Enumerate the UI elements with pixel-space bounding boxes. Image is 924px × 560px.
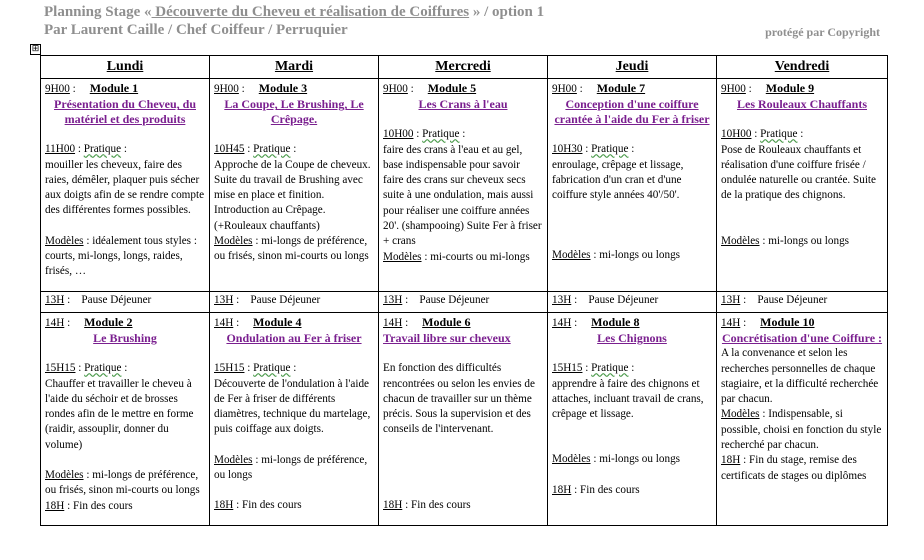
models-line: Modèles : mi-longs de préférence, ou frisés, sinon mi-courts ou longs (45, 469, 200, 497)
cell-jeudi-afternoon (548, 313, 717, 526)
module-header: 14H : Module 4 (214, 315, 302, 329)
cell-vendredi-afternoon (717, 313, 888, 526)
module-description: mouiller les cheveux, faire des raies, démêler, plaquer puis sécher aux doigts afin de se rendre compte des différentes formes possibles. (45, 158, 205, 217)
module-description: apprendre à faire des chignons et attaches, incluant travail de crans, crêpage et lissage. (552, 377, 704, 421)
module-title: Ondulation au Fer à friser (226, 331, 362, 346)
module-title: Les Crans à l'eau (418, 97, 508, 112)
module-header: 14H : Module 8 (552, 315, 640, 329)
title-prefix: Planning Stage « (44, 4, 152, 20)
cell-vendredi-morning (717, 79, 888, 292)
lunch-cell: 13H : Pause Déjeuner (379, 292, 548, 313)
module-title: Présentation du Cheveu, du matériel et des produits (53, 97, 196, 127)
module-description: Découverte de l'ondulation à l'aide de Fer à friser de différents diamètres, technique du martelage, puis coiffage aux doigts. (214, 377, 371, 436)
module-header: 14H : Module 10 (721, 315, 815, 329)
module-header: 9H00 : Module 5 (383, 81, 477, 95)
module-title: Travail libre sur cheveux (383, 331, 511, 346)
module-description: faire des crans à l'eau et au gel, base indispensable pour savoir faire des crans sur cheveux secs suite à une ondulation, mais aussi pour réaliser une coiffure années 20'. (shampooing) Suite Fer à friser + crans (383, 143, 542, 248)
title-course-name: Découverte du Cheveu et réalisation de Coiffures (151, 4, 470, 20)
practice-line: 10H00 : Pratique : (721, 128, 804, 141)
cell-mardi-morning (210, 79, 379, 292)
days-header-row (41, 56, 888, 79)
models-line: Modèles : mi-longs de préférence, ou longs (214, 453, 368, 482)
table-move-handle-icon[interactable]: ⊞ (31, 44, 40, 54)
day-header-lundi: Lundi (41, 56, 210, 79)
models-line: Modèles : mi-longs de préférence, ou frisés, sinon mi-courts ou longs (214, 235, 369, 263)
lunch-cell: 13H : Pause Déjeuner (548, 292, 717, 313)
practice-line: 10H00 : Pratique : (383, 128, 466, 141)
module-description: Pose de Rouleaux chauffants et réalisation d'une coiffure frisée / ondulée naturelle ou crantée. Suite de la pratique des chignons. (721, 143, 877, 202)
schedule-table (40, 55, 888, 526)
cell-jeudi-morning (548, 79, 717, 292)
models-line: Modèles : mi-longs ou longs (552, 453, 681, 466)
end-line: 18H : Fin des cours (45, 499, 133, 512)
module-header: 14H : Module 6 (383, 315, 471, 329)
module-header: 9H00 : Module 9 (721, 81, 815, 95)
author-line: Par Laurent Caille / Chef Coiffeur / Perruquier (44, 22, 348, 38)
lunch-cell: 13H : Pause Déjeuner (41, 292, 210, 313)
practice-line: 15H15 : Pratique : (214, 362, 297, 375)
module-title: Conception d'une coiffure crantée à l'aide du Fer à friser (554, 97, 710, 127)
day-header-mardi: Mardi (210, 56, 379, 79)
cell-mercredi-afternoon (379, 313, 548, 526)
end-line: 18H : Fin des cours (214, 499, 302, 512)
cell-mardi-afternoon (210, 313, 379, 526)
module-title: La Coupe, Le Brushing, Le Crêpage. (224, 97, 364, 127)
practice-line: 10H45 : Pratique : (214, 143, 297, 156)
module-description: A la convenance et selon les recherches personnelles de chaque stagiaire, et la difficulté recherchée par chacun. (721, 347, 879, 406)
module-header: 9H00 : Module 7 (552, 81, 646, 95)
day-header-jeudi: Jeudi (548, 56, 717, 79)
practice-line: 11H00 : Pratique : (45, 143, 127, 156)
practice-line: 15H15 : Pratique : (552, 362, 635, 375)
module-title: Les Rouleaux Chauffants (736, 97, 868, 112)
module-title: Concrétisation d'une Coiffure : (721, 331, 883, 346)
module-title: Les Chignons (597, 331, 667, 346)
models-line: Modèles : mi-longs ou longs (721, 234, 850, 247)
day-header-mercredi: Mercredi (379, 56, 548, 79)
lunch-row (41, 292, 888, 313)
lunch-cell: 13H : Pause Déjeuner (717, 292, 888, 313)
module-description: Approche de la Coupe de cheveux. Suite du travail de Brushing avec mise en place et finition. Introduction au Crêpage. (+Rouleaux chauffants) (214, 158, 371, 232)
module-description: En fonction des difficultés rencontrées ou selon les envies de chacun de travailler sur un thème précis. Sous la supervision et des conseils de l'intervenant. (383, 362, 535, 436)
module-title: Le Brushing (93, 331, 157, 346)
copyright-notice: protégé par Copyright (765, 25, 880, 39)
module-description: enroulage, crêpage et lissage, fabrication d'un cran et d'une coiffure style années 40'/50'. (552, 158, 684, 202)
module-description: Chauffer et travailler le cheveu à l'aide du séchoir et de brosses rondes afin de le mettre en forme (raidir, assouplir, donner du volume) (45, 377, 194, 451)
day-header-vendredi: Vendredi (717, 56, 888, 79)
cell-lundi-morning (41, 79, 210, 292)
module-header: 14H : Module 2 (45, 315, 133, 329)
module-header: 9H00 : Module 1 (45, 81, 139, 95)
practice-line: 10H30 : Pratique : (552, 143, 635, 156)
models-line: Modèles : Indispensable, si possible, choisi en fonction du style recherché par chacun. (721, 408, 882, 452)
lunch-cell: 13H : Pause Déjeuner (210, 292, 379, 313)
end-line: 18H : Fin du stage, remise des certificats de stages ou diplômes (721, 454, 867, 482)
cell-lundi-afternoon (41, 313, 210, 526)
end-line: 18H : Fin des cours (383, 498, 471, 511)
models-line: Modèles : mi-longs ou longs (552, 249, 681, 262)
models-line: Modèles : mi-courts ou mi-longs (383, 250, 530, 263)
morning-row (41, 79, 888, 292)
models-line: Modèles : idéalement tous styles : courts, mi-longs, longs, raides, frisés, … (45, 234, 197, 278)
document-title-line (44, 4, 544, 21)
cell-mercredi-morning (379, 79, 548, 292)
end-line: 18H : Fin des cours (552, 483, 640, 496)
afternoon-row (41, 313, 888, 526)
title-option: » / option 1 (469, 4, 545, 20)
module-header: 9H00 : Module 3 (214, 81, 308, 95)
practice-line: 15H15 : Pratique : (45, 362, 128, 375)
